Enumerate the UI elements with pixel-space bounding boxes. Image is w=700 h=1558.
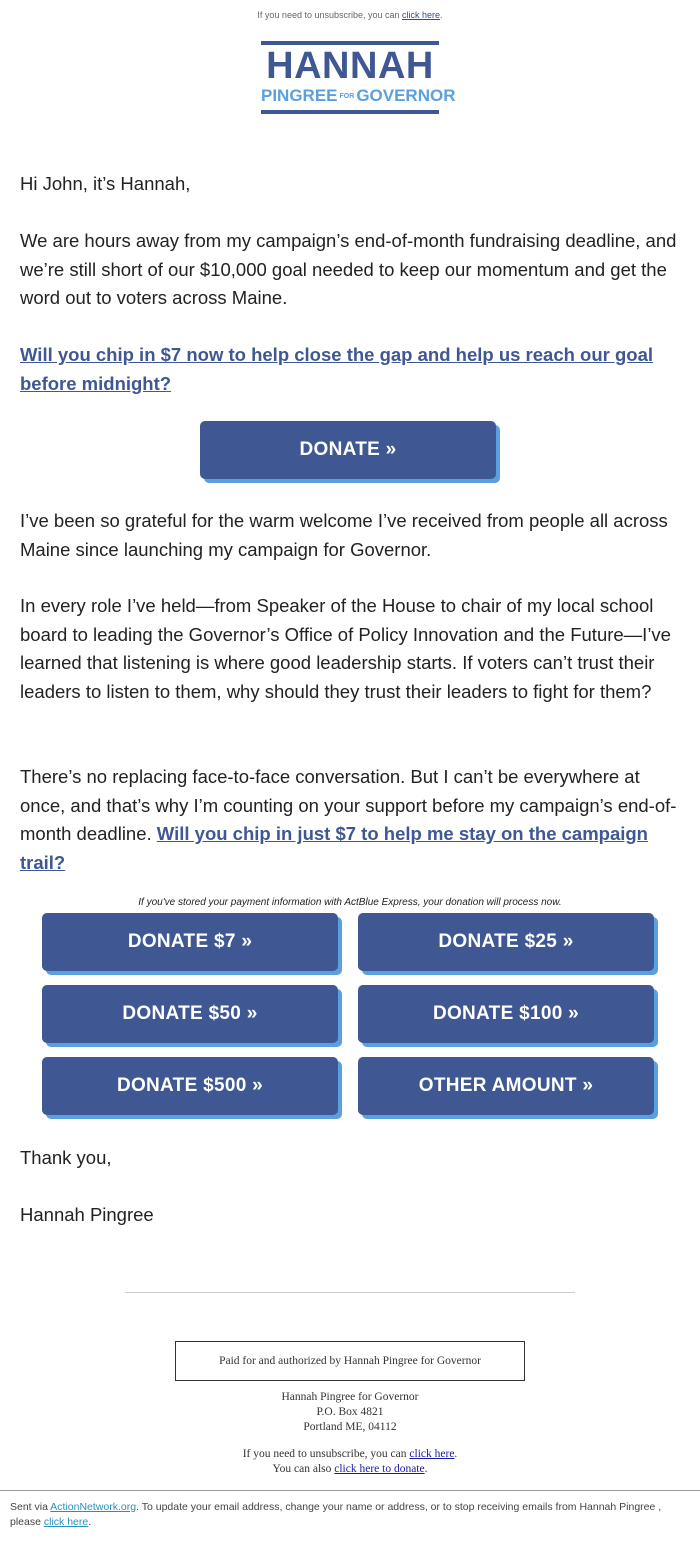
sent-via-suffix: . xyxy=(88,1516,92,1528)
campaign-trail-link[interactable]: Will you chip in just $7 to help me stay on the campaign trail? xyxy=(20,823,648,873)
logo-bottom-bar xyxy=(261,110,439,114)
paragraph-welcome: I’ve been so grateful for the warm welcome I’ve received from people all across Maine since launching my campaign for Governor. xyxy=(20,510,668,560)
mailing-address xyxy=(0,1390,700,1435)
top-unsubscribe-link[interactable]: click here xyxy=(402,10,441,20)
footer-unsubscribe-link[interactable]: click here xyxy=(409,1448,455,1460)
paragraph-deadline: We are hours away from my campaign’s end-of-month fundraising deadline, and we’re still short of our $10,000 goal needed to keep our momentum and get the word out to voters across Maine. xyxy=(20,230,677,308)
logo-name: HANNAH xyxy=(266,45,434,87)
paid-for-disclaimer: Paid for and authorized by Hannah Pingree for Governor xyxy=(175,1341,525,1381)
footer-donate xyxy=(0,1462,700,1477)
top-unsubscribe-suffix: . xyxy=(440,10,443,20)
footer-divider xyxy=(125,1292,575,1293)
donate-100-button[interactable]: DONATE $100 » xyxy=(358,985,654,1043)
greeting: Hi John, it’s Hannah, xyxy=(20,173,191,194)
donate-25-button[interactable]: DONATE $25 » xyxy=(358,913,654,971)
address-city: Portland ME, 04112 xyxy=(303,1421,397,1433)
footer-unsubscribe-suffix: . xyxy=(454,1448,458,1460)
address-po-box: P.O. Box 4821 xyxy=(316,1406,384,1418)
sent-via-rule xyxy=(0,1490,700,1491)
top-unsubscribe-notice xyxy=(0,10,700,20)
footer-donate-link[interactable]: click here to donate xyxy=(334,1463,425,1475)
other-amount-button[interactable]: OTHER AMOUNT » xyxy=(358,1057,654,1115)
top-unsubscribe-prefix: If you need to unsubscribe, you can xyxy=(257,10,400,20)
support-text: There’s no replacing face-to-face conversation. But I can’t be everywhere at once, and that’s why I’m counting on your support before my campaign’s end-of-month deadline. xyxy=(20,766,677,844)
donate-7-button[interactable]: DONATE $7 » xyxy=(42,913,338,971)
paragraph-support xyxy=(20,763,680,877)
paragraph-leadership: In every role I’ve held—from Speaker of the House to chair of my local school board to leading the Governor’s Office of Policy Innovation and the Future—I’ve learned that listening is where good leadership starts. If voters can’t trust their leaders to listen to them, why should they trust their leaders to fight for them? xyxy=(20,595,671,702)
logo-sub-right: GOVERNOR xyxy=(356,86,456,105)
logo-sub-left: PINGREE xyxy=(261,86,338,105)
donate-50-button[interactable]: DONATE $50 » xyxy=(42,985,338,1043)
footer-donate-suffix: . xyxy=(424,1463,428,1475)
closing-thanks: Thank you, xyxy=(20,1147,112,1168)
sent-via-middle: . To update your email address, change your name or address, or to stop receiving emails from Hannah Pingree , please xyxy=(10,1501,662,1528)
donate-500-button[interactable]: DONATE $500 » xyxy=(42,1057,338,1115)
footer-links xyxy=(0,1447,700,1477)
footer-unsubscribe-prefix: If you need to unsubscribe, you can xyxy=(242,1448,407,1460)
campaign-logo xyxy=(261,41,456,115)
footer-donate-prefix: You can also xyxy=(272,1463,332,1475)
sent-via-notice xyxy=(10,1500,695,1530)
ask-link[interactable]: Will you chip in $7 now to help close the gap and help us reach our goal before midnight? xyxy=(20,344,654,394)
sent-via-prefix: Sent via xyxy=(10,1501,48,1513)
logo-subtitle xyxy=(261,85,456,108)
actblue-express-note: If you've stored your payment information with ActBlue Express, your donation will process now. xyxy=(138,897,562,908)
address-org: Hannah Pingree for Governor xyxy=(281,1391,419,1403)
donate-button[interactable]: DONATE » xyxy=(200,421,496,479)
ask-paragraph xyxy=(20,341,680,398)
signature: Hannah Pingree xyxy=(20,1204,154,1225)
footer-unsubscribe xyxy=(0,1447,700,1462)
logo-sub-for: FOR xyxy=(339,92,355,100)
sent-via-click-here-link[interactable]: click here xyxy=(43,1516,89,1528)
action-network-link[interactable]: ActionNetwork.org xyxy=(50,1501,137,1513)
